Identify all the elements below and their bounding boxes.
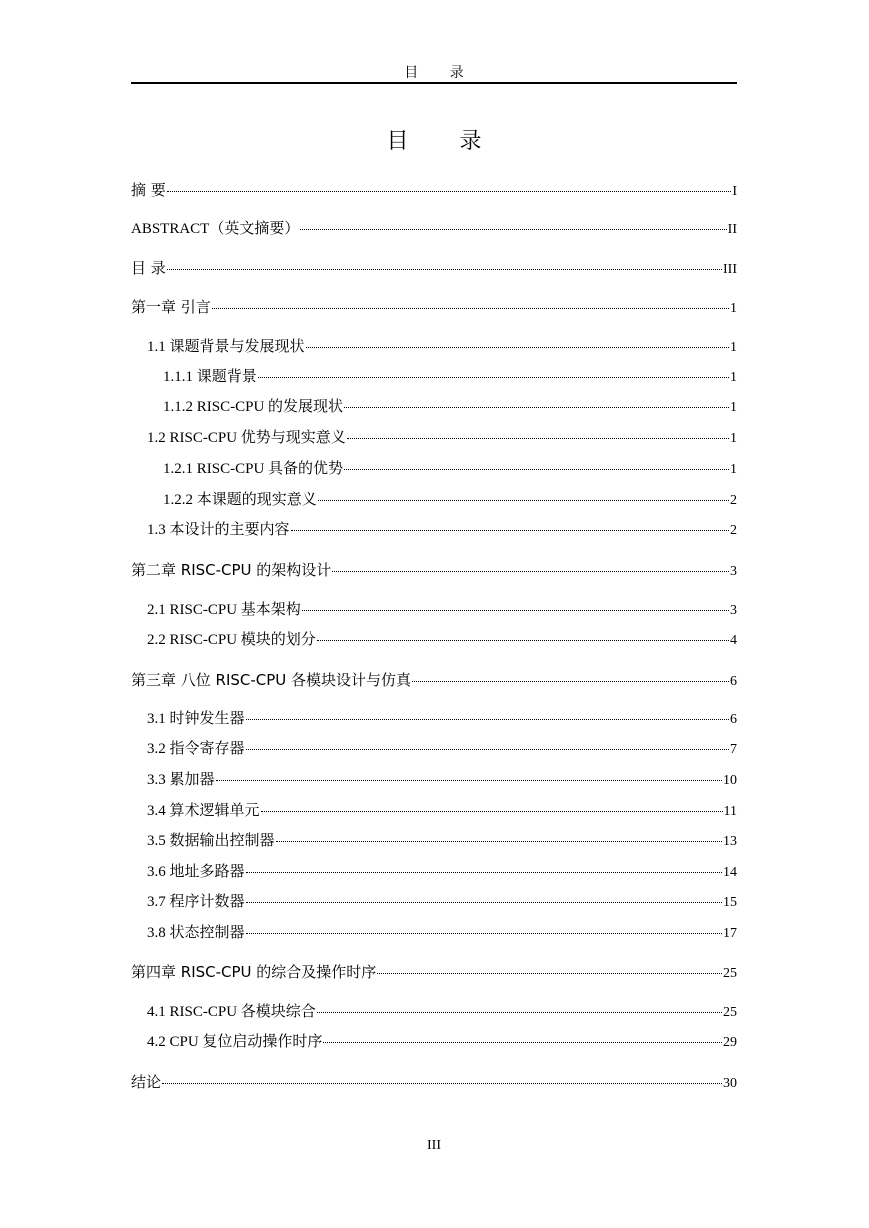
toc-entry-page: 1 xyxy=(730,400,737,415)
toc-entry-title: 结论 xyxy=(131,1073,162,1091)
table-of-contents xyxy=(131,0,737,1228)
toc-entry-page: 1 xyxy=(730,301,737,316)
toc-entry-title: 1.1.2 RISC-CPU 的发展现状 xyxy=(163,399,344,415)
toc-entry-page: 30 xyxy=(723,1076,737,1091)
running-header: 目 录 xyxy=(404,66,478,81)
toc-entry-page: 1 xyxy=(730,340,737,355)
toc-entry[interactable] xyxy=(131,630,737,651)
dot-leader xyxy=(317,1012,722,1013)
toc-entry[interactable] xyxy=(131,862,737,883)
toc-entry[interactable] xyxy=(131,709,737,730)
toc-entry-page: 2 xyxy=(730,523,737,538)
dot-leader xyxy=(317,640,729,641)
toc-entry-page: I xyxy=(732,184,737,199)
dot-leader xyxy=(162,1083,722,1084)
toc-entry[interactable] xyxy=(131,520,737,541)
toc-entry[interactable] xyxy=(131,739,737,760)
dot-leader xyxy=(246,719,729,720)
dot-leader xyxy=(246,749,729,750)
dot-leader xyxy=(412,681,729,682)
dot-leader xyxy=(347,438,729,439)
toc-entry-title: 3.6 地址多路器 xyxy=(147,864,245,880)
toc-entry-page: 13 xyxy=(723,834,737,849)
dot-leader xyxy=(377,973,722,974)
toc-entry-page: 1 xyxy=(730,370,737,385)
toc-entry-title: 4.2 CPU 复位启动操作时序 xyxy=(147,1034,323,1050)
toc-entry[interactable] xyxy=(131,560,737,582)
toc-entry-page: 4 xyxy=(730,633,737,648)
toc-entry-page: 1 xyxy=(730,431,737,446)
dot-leader xyxy=(300,229,726,230)
toc-entry-page: 2 xyxy=(730,493,737,508)
toc-entry[interactable] xyxy=(131,337,737,358)
toc-entry-title: 第四章 RISC-CPU 的综合及操作时序 xyxy=(131,963,377,981)
dot-leader xyxy=(291,530,729,531)
toc-entry[interactable] xyxy=(131,219,737,240)
toc-entry[interactable] xyxy=(131,923,737,944)
toc-entry-title: ABSTRACT（英文摘要） xyxy=(131,221,300,237)
toc-entry-title: 2.2 RISC-CPU 模块的划分 xyxy=(147,632,316,648)
toc-entry[interactable] xyxy=(131,297,737,319)
toc-entry[interactable] xyxy=(131,258,737,280)
toc-entry[interactable] xyxy=(131,892,737,913)
dot-leader xyxy=(246,872,722,873)
toc-entry[interactable] xyxy=(131,397,737,418)
toc-entry-title: 3.3 累加器 xyxy=(147,772,215,788)
toc-entry-page: 1 xyxy=(730,462,737,477)
toc-entry-page: 3 xyxy=(730,603,737,618)
toc-entry[interactable] xyxy=(131,367,737,388)
dot-leader xyxy=(167,269,722,270)
toc-entry-title: 4.1 RISC-CPU 各模块综合 xyxy=(147,1004,316,1020)
toc-entry-title: 3.8 状态控制器 xyxy=(147,925,245,941)
toc-title: 目 录 xyxy=(386,129,504,154)
toc-entry-title: 3.4 算术逻辑单元 xyxy=(147,803,260,819)
dot-leader xyxy=(167,191,732,192)
toc-entry-page: 3 xyxy=(730,564,737,579)
dot-leader xyxy=(261,811,723,812)
toc-entry[interactable] xyxy=(131,1072,737,1094)
dot-leader xyxy=(276,841,722,842)
toc-entry-page: 6 xyxy=(730,712,737,727)
toc-entry-title: 3.1 时钟发生器 xyxy=(147,711,245,727)
dot-leader xyxy=(246,902,722,903)
toc-entry[interactable] xyxy=(131,428,737,449)
dot-leader xyxy=(258,377,729,378)
toc-entry[interactable] xyxy=(131,831,737,852)
toc-entry-page: 15 xyxy=(723,895,737,910)
toc-entry-page: II xyxy=(727,222,737,237)
toc-entry-title: 1.2.2 本课题的现实意义 xyxy=(163,492,317,508)
toc-entry-page: 11 xyxy=(723,804,737,819)
toc-entry-title: 1.3 本设计的主要内容 xyxy=(147,522,290,538)
dot-leader xyxy=(302,610,729,611)
toc-entry-title: 2.1 RISC-CPU 基本架构 xyxy=(147,602,301,618)
page-number: III xyxy=(427,1138,441,1153)
toc-entry[interactable] xyxy=(131,459,737,480)
dot-leader xyxy=(344,469,729,470)
dot-leader xyxy=(332,571,729,572)
toc-entry-title: 1.1 课题背景与发展现状 xyxy=(147,339,305,355)
dot-leader xyxy=(323,1042,722,1043)
toc-entry-title: 3.2 指令寄存器 xyxy=(147,741,245,757)
toc-entry-title: 3.7 程序计数器 xyxy=(147,894,245,910)
dot-leader xyxy=(306,347,729,348)
toc-entry-title: 1.1.1 课题背景 xyxy=(163,369,257,385)
toc-entry-page: 25 xyxy=(723,1005,737,1020)
toc-entry[interactable] xyxy=(131,1032,737,1053)
toc-entry[interactable] xyxy=(131,1002,737,1023)
toc-entry-page: 29 xyxy=(723,1035,737,1050)
toc-entry-title: 第三章 八位 RISC-CPU 各模块设计与仿真 xyxy=(131,671,412,689)
toc-entry-page: III xyxy=(723,262,737,277)
toc-entry-page: 25 xyxy=(723,966,737,981)
toc-entry-page: 7 xyxy=(730,742,737,757)
toc-entry-title: 1.2.1 RISC-CPU 具备的优势 xyxy=(163,461,344,477)
toc-entry-title: 1.2 RISC-CPU 优势与现实意义 xyxy=(147,430,346,446)
toc-entry-title: 第一章 引言 xyxy=(131,298,211,316)
dot-leader xyxy=(246,933,722,934)
toc-entry-page: 17 xyxy=(723,926,737,941)
toc-entry[interactable] xyxy=(131,180,737,202)
toc-entry-page: 14 xyxy=(723,865,737,880)
toc-entry[interactable] xyxy=(131,770,737,791)
dot-leader xyxy=(344,407,729,408)
toc-entry[interactable] xyxy=(131,962,737,984)
dot-leader xyxy=(216,780,722,781)
toc-entry-title: 目 录 xyxy=(131,259,166,277)
toc-entry[interactable] xyxy=(131,801,737,822)
dot-leader xyxy=(318,500,729,501)
toc-entry-page: 6 xyxy=(730,674,737,689)
toc-entry[interactable] xyxy=(131,600,737,621)
toc-entry[interactable] xyxy=(131,670,737,692)
toc-entry-title: 3.5 数据输出控制器 xyxy=(147,833,275,849)
toc-entry-page: 10 xyxy=(723,773,737,788)
toc-entry-title: 摘 要 xyxy=(131,181,166,199)
toc-entry-title: 第二章 RISC-CPU 的架构设计 xyxy=(131,561,332,579)
toc-entry[interactable] xyxy=(131,490,737,511)
dot-leader xyxy=(212,308,729,309)
